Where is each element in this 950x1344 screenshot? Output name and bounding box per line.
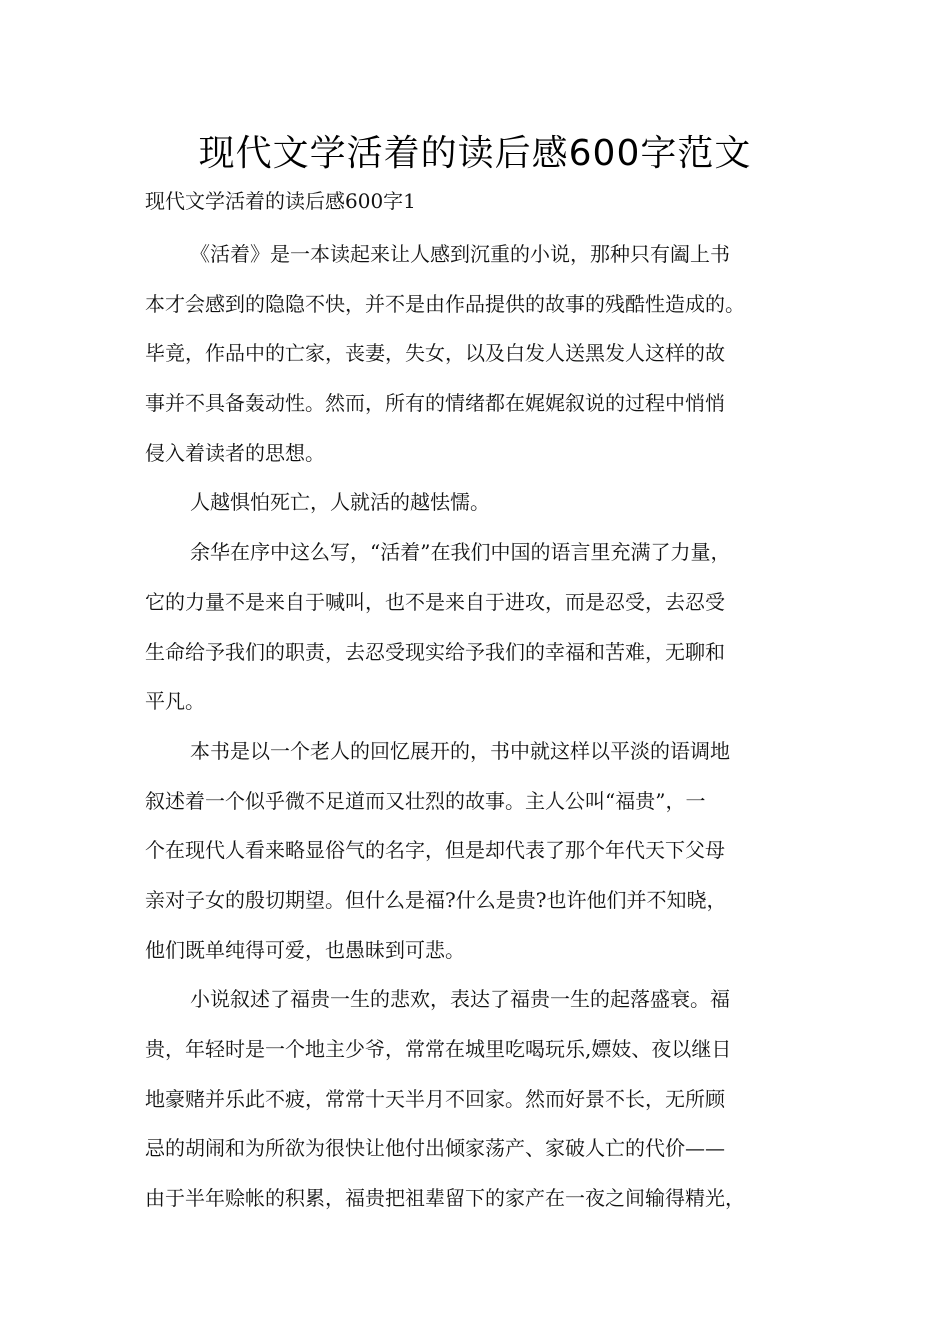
paragraph-line: 个在现代人看来略显俗气的名字，但是却代表了那个年代天下父母 bbox=[145, 838, 725, 863]
paragraph-line: 由于半年赊帐的积累，福贵把祖辈留下的家产在一夜之间输得精光， bbox=[145, 1186, 745, 1211]
paragraph-line: 毕竟，作品中的亡家，丧妻，失女，以及白发人送黑发人这样的故 bbox=[145, 341, 725, 366]
paragraph-line: 生命给予我们的职责，去忍受现实给予我们的幸福和苦难，无聊和 bbox=[145, 639, 725, 664]
section-heading: 现代文学活着的读后感600字1 bbox=[145, 189, 416, 213]
paragraph-line: 叙述着一个似乎微不足道而又壮烈的故事。主人公叫“福贵”，一 bbox=[145, 788, 706, 813]
paragraph-line: 他们既单纯得可爱，也愚昧到可悲。 bbox=[145, 937, 465, 962]
paragraph-line: 侵入着读者的思想。 bbox=[145, 440, 325, 465]
paragraph-line: 亲对子女的殷切期望。但什么是福?什么是贵?也许他们并不知晓， bbox=[145, 887, 727, 912]
paragraph-line: 地豪赌并乐此不疲，常常十天半月不回家。然而好景不长，无所顾 bbox=[145, 1086, 725, 1111]
paragraph-line: 余华在序中这么写，“活着”在我们中国的语言里充满了力量， bbox=[190, 540, 731, 565]
paragraph-line: 本书是以一个老人的回忆展开的，书中就这样以平淡的语调地 bbox=[190, 738, 730, 763]
paragraph-line: 本才会感到的隐隐不快，并不是由作品提供的故事的残酷性造成的。 bbox=[145, 291, 745, 316]
paragraph-line: 贵，年轻时是一个地主少爷，常常在城里吃喝玩乐,嫖妓、夜以继日 bbox=[145, 1037, 732, 1061]
document-title: 现代文学活着的读后感600字范文 bbox=[198, 133, 752, 174]
paragraph-line: 平凡。 bbox=[145, 689, 205, 714]
paragraph-line: 忌的胡闹和为所欲为很快让他付出倾家荡产、家破人亡的代价—— bbox=[145, 1136, 725, 1161]
paragraph-line: 人越惧怕死亡，人就活的越怯懦。 bbox=[190, 490, 490, 515]
paragraph-line: 《活着》是一本读起来让人感到沉重的小说，那种只有阖上书 bbox=[190, 242, 730, 266]
paragraph-line: 它的力量不是来自于喊叫，也不是来自于进攻，而是忍受，去忍受 bbox=[145, 589, 725, 614]
body-text bbox=[145, 230, 835, 1224]
paragraph-line: 小说叙述了福贵一生的悲欢，表达了福贵一生的起落盛衰。福 bbox=[190, 987, 730, 1012]
paragraph-line: 事并不具备轰动性。然而，所有的情绪都在娓娓叙说的过程中悄悄 bbox=[145, 391, 725, 416]
